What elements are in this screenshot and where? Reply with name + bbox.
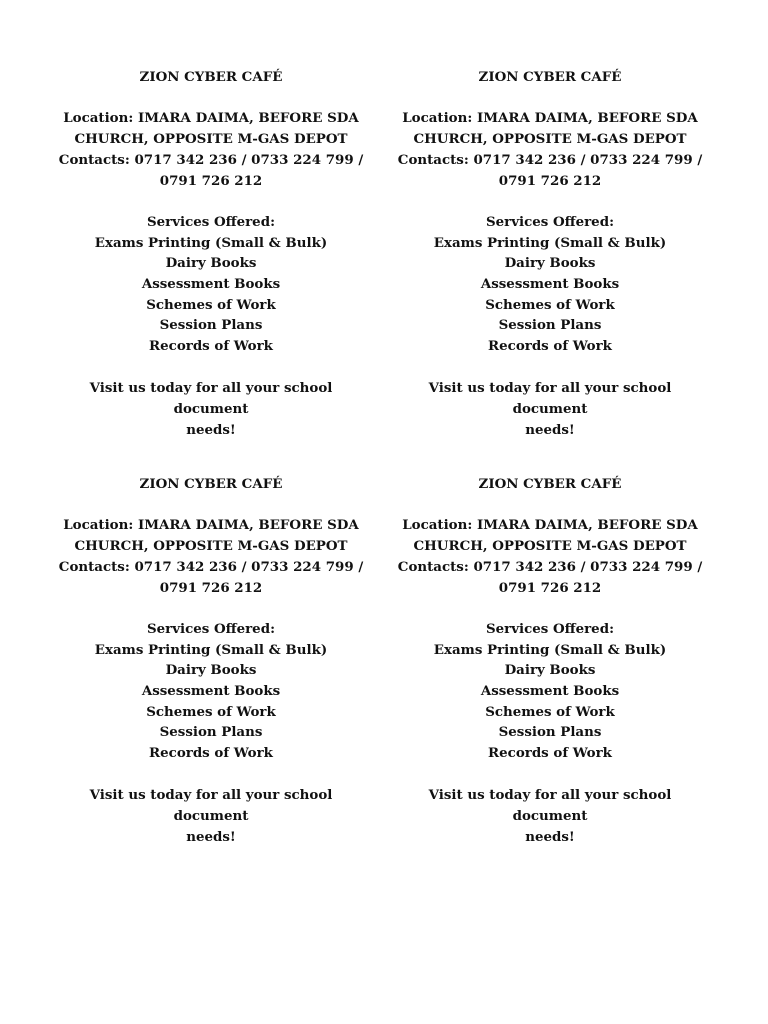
call-to-action: needs!: [186, 828, 236, 845]
contacts-line: 0791 726 212: [159, 579, 263, 596]
call-to-action: needs!: [525, 421, 575, 438]
call-to-action: Visit us today for all your school document: [428, 787, 672, 825]
location-line: CHURCH, OPPOSITE M-GAS DEPOT: [74, 538, 348, 555]
flyer-top-right: [390, 67, 710, 440]
service-item: Records of Work: [149, 745, 273, 762]
service-item: Session Plans: [498, 724, 602, 741]
service-item: Session Plans: [159, 317, 263, 334]
service-item: Exams Printing (Small & Bulk): [433, 234, 667, 251]
flyer-title: ZION CYBER CAFÉ: [139, 69, 283, 85]
call-to-action: needs!: [525, 828, 575, 845]
service-item: Dairy Books: [504, 255, 596, 272]
location-line: CHURCH, OPPOSITE M-GAS DEPOT: [413, 131, 687, 148]
contacts-line: 0791 726 212: [498, 579, 602, 596]
contacts-line: 0791 726 212: [159, 172, 263, 189]
contacts-line: 0791 726 212: [498, 172, 602, 189]
service-item: Dairy Books: [165, 662, 257, 679]
services-list: [390, 233, 710, 357]
location-line: Location: IMARA DAIMA, BEFORE SDA: [63, 517, 359, 534]
contacts-line: Contacts: 0717 342 236 / 0733 224 799 /: [397, 151, 703, 168]
service-item: Schemes of Work: [146, 296, 276, 313]
flyer-bottom-right: [390, 474, 710, 847]
contacts-line: Contacts: 0717 342 236 / 0733 224 799 /: [58, 151, 364, 168]
service-item: Exams Printing (Small & Bulk): [94, 234, 328, 251]
call-to-action: Visit us today for all your school document: [428, 380, 672, 418]
location-line: CHURCH, OPPOSITE M-GAS DEPOT: [413, 538, 687, 555]
call-to-action: Visit us today for all your school document: [89, 787, 333, 825]
flyer-title: ZION CYBER CAFÉ: [478, 476, 622, 492]
services-list: [51, 233, 371, 357]
location-line: Location: IMARA DAIMA, BEFORE SDA: [402, 517, 698, 534]
service-item: Assessment Books: [480, 683, 620, 699]
services-list: [390, 640, 710, 764]
service-item: Assessment Books: [480, 276, 620, 292]
flyer-top-left: [51, 67, 371, 440]
flyer-title: ZION CYBER CAFÉ: [478, 69, 622, 85]
service-item: Schemes of Work: [485, 703, 615, 720]
service-item: Dairy Books: [165, 255, 257, 272]
services-heading: Services Offered:: [146, 213, 276, 230]
services-list: [51, 640, 371, 764]
service-item: Exams Printing (Small & Bulk): [94, 641, 328, 658]
flyer-title: ZION CYBER CAFÉ: [139, 476, 283, 492]
service-item: Records of Work: [149, 338, 273, 355]
location-line: CHURCH, OPPOSITE M-GAS DEPOT: [74, 131, 348, 148]
location-line: Location: IMARA DAIMA, BEFORE SDA: [63, 110, 359, 127]
service-item: Assessment Books: [141, 683, 281, 699]
call-to-action: Visit us today for all your school document: [89, 380, 333, 418]
service-item: Records of Work: [488, 745, 612, 762]
call-to-action: needs!: [186, 421, 236, 438]
flyer-bottom-left: [51, 474, 371, 847]
contacts-line: Contacts: 0717 342 236 / 0733 224 799 /: [397, 558, 703, 575]
services-heading: Services Offered:: [146, 620, 276, 637]
service-item: Assessment Books: [141, 276, 281, 292]
services-heading: Services Offered:: [485, 620, 615, 637]
service-item: Schemes of Work: [146, 703, 276, 720]
service-item: Records of Work: [488, 338, 612, 355]
service-item: Session Plans: [159, 724, 263, 741]
location-line: Location: IMARA DAIMA, BEFORE SDA: [402, 110, 698, 127]
service-item: Schemes of Work: [485, 296, 615, 313]
contacts-line: Contacts: 0717 342 236 / 0733 224 799 /: [58, 558, 364, 575]
service-item: Dairy Books: [504, 662, 596, 679]
service-item: Session Plans: [498, 317, 602, 334]
service-item: Exams Printing (Small & Bulk): [433, 641, 667, 658]
services-heading: Services Offered:: [485, 213, 615, 230]
